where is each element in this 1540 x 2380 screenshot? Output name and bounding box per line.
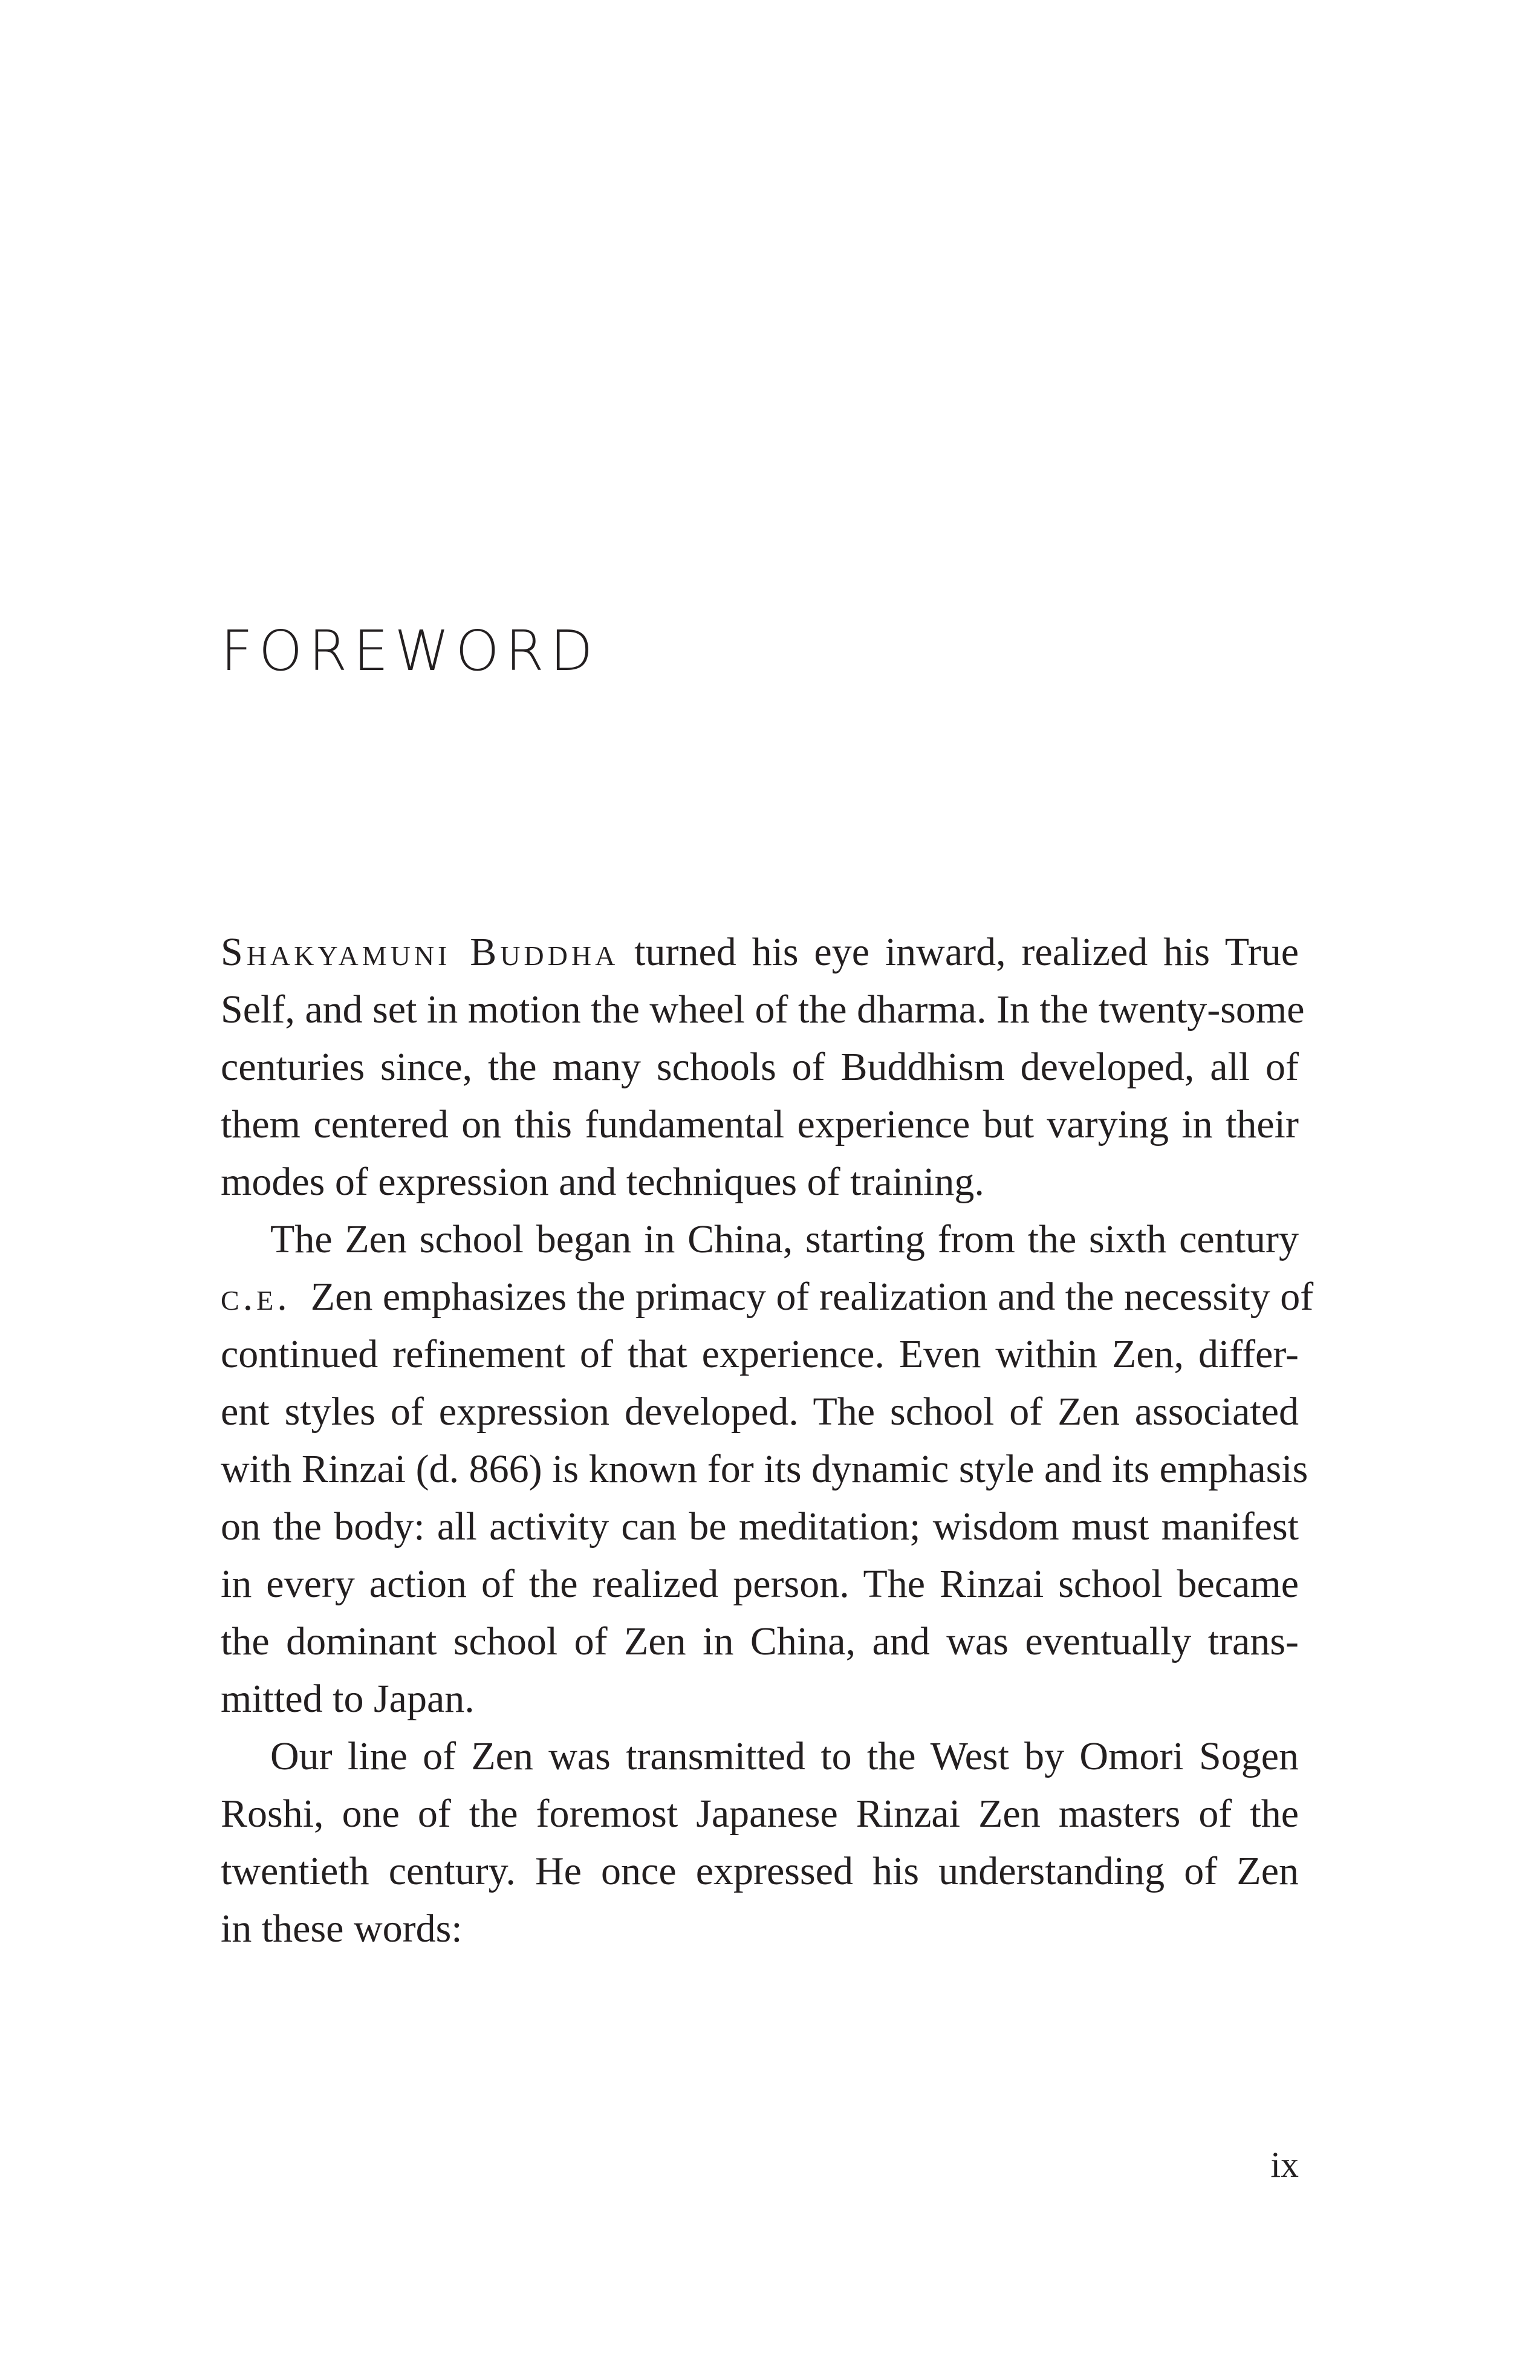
chapter-title: FOREWORD: [221, 619, 599, 683]
text-line: Self, and set in motion the wheel of the dharma. In the twenty-some: [221, 987, 1305, 1032]
page-number: ix: [1270, 2145, 1299, 2185]
text-line: twentieth century. He once expressed his understanding of Zen: [221, 1849, 1299, 1893]
text-line: The Zen school began in China, starting from the sixth century: [270, 1217, 1299, 1261]
text-line: ent styles of expression developed. The school of Zen associated: [221, 1390, 1299, 1434]
text-line: c.e. Zen emphasizes the primacy of realization and the necessity of: [221, 1275, 1314, 1319]
text-line: Roshi, one of the foremost Japanese Rinzai Zen masters of the: [221, 1792, 1299, 1836]
text-line: continued refinement of that experience. Even within Zen, differ-: [221, 1332, 1299, 1376]
text-line: mitted to Japan.: [221, 1677, 475, 1721]
text-line: the dominant school of Zen in China, and was eventually trans-: [221, 1619, 1299, 1663]
text-line: in these words:: [221, 1907, 463, 1951]
text-line: Our line of Zen was transmitted to the West by Omori Sogen: [270, 1734, 1299, 1778]
text-line: modes of expression and techniques of training.: [221, 1160, 984, 1204]
text-line: with Rinzai (d. 866) is known for its dynamic style and its emphasis: [221, 1447, 1308, 1491]
text-line: Shakyamuni Buddha turned his eye inward, realized his True: [221, 930, 1299, 974]
text-line: centuries since, the many schools of Buddhism developed, all of: [221, 1045, 1299, 1089]
text-line: on the body: all activity can be meditation; wisdom must manifest: [221, 1504, 1299, 1549]
era-abbreviation: c.e.: [221, 1275, 291, 1319]
text-line: in every action of the realized person. The Rinzai school became: [221, 1562, 1299, 1606]
text-line: them centered on this fundamental experience but varying in their: [221, 1102, 1299, 1146]
body-text: [221, 923, 1314, 1957]
lead-in-smallcaps: Shakyamuni Buddha: [221, 930, 619, 974]
